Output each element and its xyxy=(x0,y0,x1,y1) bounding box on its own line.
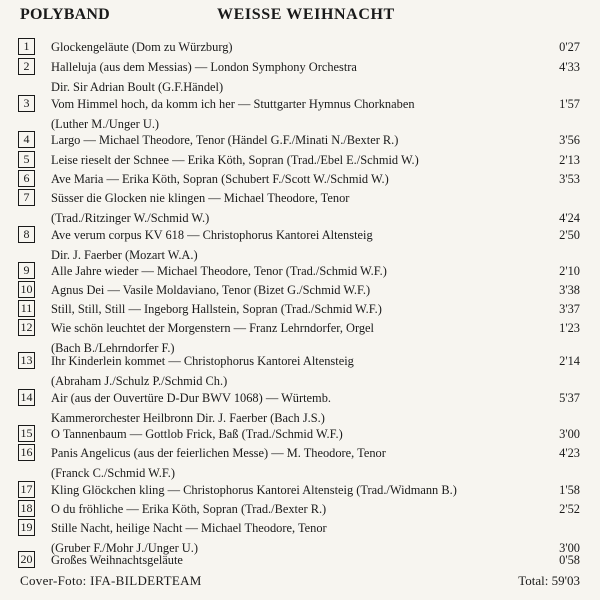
track-duration: 4'23 xyxy=(559,446,580,460)
track-title: Ihr Kinderlein kommet — Christophorus Kantorei Altensteig xyxy=(51,354,354,368)
track-credits: (Bach B./Lehrndorfer F.) xyxy=(51,341,175,355)
track-number: 12 xyxy=(18,319,35,336)
total-time: Total: 59'03 xyxy=(518,573,580,588)
track-number: 17 xyxy=(18,481,35,498)
track-title: Süsser die Glocken nie klingen — Michael Theodore, Tenor xyxy=(51,191,350,205)
track-title: Glockengeläute (Dom zu Würzburg) xyxy=(51,40,233,54)
track-number: 3 xyxy=(18,95,35,112)
cover-credit: Cover-Foto: IFA-BILDERTEAM xyxy=(20,573,202,588)
track-title: Vom Himmel hoch, da komm ich her — Stuttgarter Hymnus Chorknaben xyxy=(51,97,415,111)
track-title: Stille Nacht, heilige Nacht — Michael Theodore, Tenor xyxy=(51,521,327,535)
track-credits: (Gruber F./Mohr J./Unger U.) xyxy=(51,541,198,555)
track-title: Halleluja (aus dem Messias) — London Symphony Orchestra xyxy=(51,60,357,74)
track-duration: 4'24 xyxy=(559,211,580,225)
track-title: Ave verum corpus KV 618 — Christophorus Kantorei Altensteig xyxy=(51,228,373,242)
track-credits: Dir. Sir Adrian Boult (G.F.Händel) xyxy=(51,80,224,94)
track-number: 4 xyxy=(18,131,35,148)
track-title: Großes Weihnachtsgeläute xyxy=(51,553,183,567)
track-number: 2 xyxy=(18,58,35,75)
track-duration: 2'52 xyxy=(559,502,580,516)
track-duration: 4'33 xyxy=(559,60,580,74)
track-number: 9 xyxy=(18,262,35,279)
track-duration: 1'58 xyxy=(559,483,580,497)
track-title: O Tannenbaum — Gottlob Frick, Baß (Trad./Schmid W.F.) xyxy=(51,427,343,441)
track-number: 8 xyxy=(18,226,35,243)
track-number: 15 xyxy=(18,425,35,442)
track-title: O du fröhliche — Erika Köth, Sopran (Trad./Bexter R.) xyxy=(51,502,327,516)
track-credits: (Abraham J./Schulz P./Schmid Ch.) xyxy=(51,374,228,388)
track-credits: (Luther M./Unger U.) xyxy=(51,117,160,131)
track-duration: 3'00 xyxy=(559,541,580,555)
track-duration: 2'13 xyxy=(559,153,580,167)
track-duration: 5'37 xyxy=(559,391,580,405)
track-title: Agnus Dei — Vasile Moldaviano, Tenor (Bizet G./Schmid W.F.) xyxy=(51,283,371,297)
track-title: Leise rieselt der Schnee — Erika Köth, Sopran (Trad./Ebel E./Schmid W.) xyxy=(51,153,419,167)
track-title: Largo — Michael Theodore, Tenor (Händel G.F./Minati N./Bexter R.) xyxy=(51,133,399,147)
track-number: 16 xyxy=(18,444,35,461)
track-duration: 1'57 xyxy=(559,97,580,111)
track-number: 11 xyxy=(18,300,35,317)
track-duration: 2'10 xyxy=(559,264,580,278)
track-title: Kling Glöckchen kling — Christophorus Kantorei Altensteig (Trad./Widmann B.) xyxy=(51,483,457,497)
track-title: Panis Angelicus (aus der feierlichen Messe) — M. Theodore, Tenor xyxy=(51,446,386,460)
track-credits: (Franck C./Schmid W.F.) xyxy=(51,466,175,480)
track-duration: 3'53 xyxy=(559,172,580,186)
track-duration: 3'37 xyxy=(559,302,580,316)
track-duration: 3'38 xyxy=(559,283,580,297)
track-number: 13 xyxy=(18,352,35,369)
track-title: Ave Maria — Erika Köth, Sopran (Schubert F./Scott W./Schmid W.) xyxy=(51,172,389,186)
track-duration: 0'27 xyxy=(559,40,580,54)
track-number: 10 xyxy=(18,281,35,298)
track-number: 19 xyxy=(18,519,35,536)
album-title: WEISSE WEIHNACHT xyxy=(217,6,395,23)
track-credits: (Trad./Ritzinger W./Schmid W.) xyxy=(51,211,210,225)
track-title: Alle Jahre wieder — Michael Theodore, Tenor (Trad./Schmid W.F.) xyxy=(51,264,387,278)
track-number: 18 xyxy=(18,500,35,517)
track-credits: Dir. J. Faerber (Mozart W.A.) xyxy=(51,248,198,262)
track-duration: 2'14 xyxy=(559,354,580,368)
track-title: Still, Still, Still — Ingeborg Hallstein, Sopran (Trad./Schmid W.F.) xyxy=(51,302,382,316)
track-duration: 0'58 xyxy=(559,553,580,567)
track-title: Air (aus der Ouvertüre D-Dur BWV 1068) — Würtemb. xyxy=(51,391,331,405)
label-name: POLYBAND xyxy=(20,6,110,23)
track-credits: Kammerorchester Heilbronn Dir. J. Faerber (Bach J.S.) xyxy=(51,411,325,425)
track-duration: 3'56 xyxy=(559,133,580,147)
track-number: 7 xyxy=(18,189,35,206)
track-duration: 3'00 xyxy=(559,427,580,441)
track-number: 6 xyxy=(18,170,35,187)
track-title: Wie schön leuchtet der Morgenstern — Franz Lehrndorfer, Orgel xyxy=(51,321,375,335)
track-number: 20 xyxy=(18,551,35,568)
track-duration: 2'50 xyxy=(559,228,580,242)
track-number: 5 xyxy=(18,151,35,168)
track-number: 1 xyxy=(18,38,35,55)
track-number: 14 xyxy=(18,389,35,406)
track-duration: 1'23 xyxy=(559,321,580,335)
